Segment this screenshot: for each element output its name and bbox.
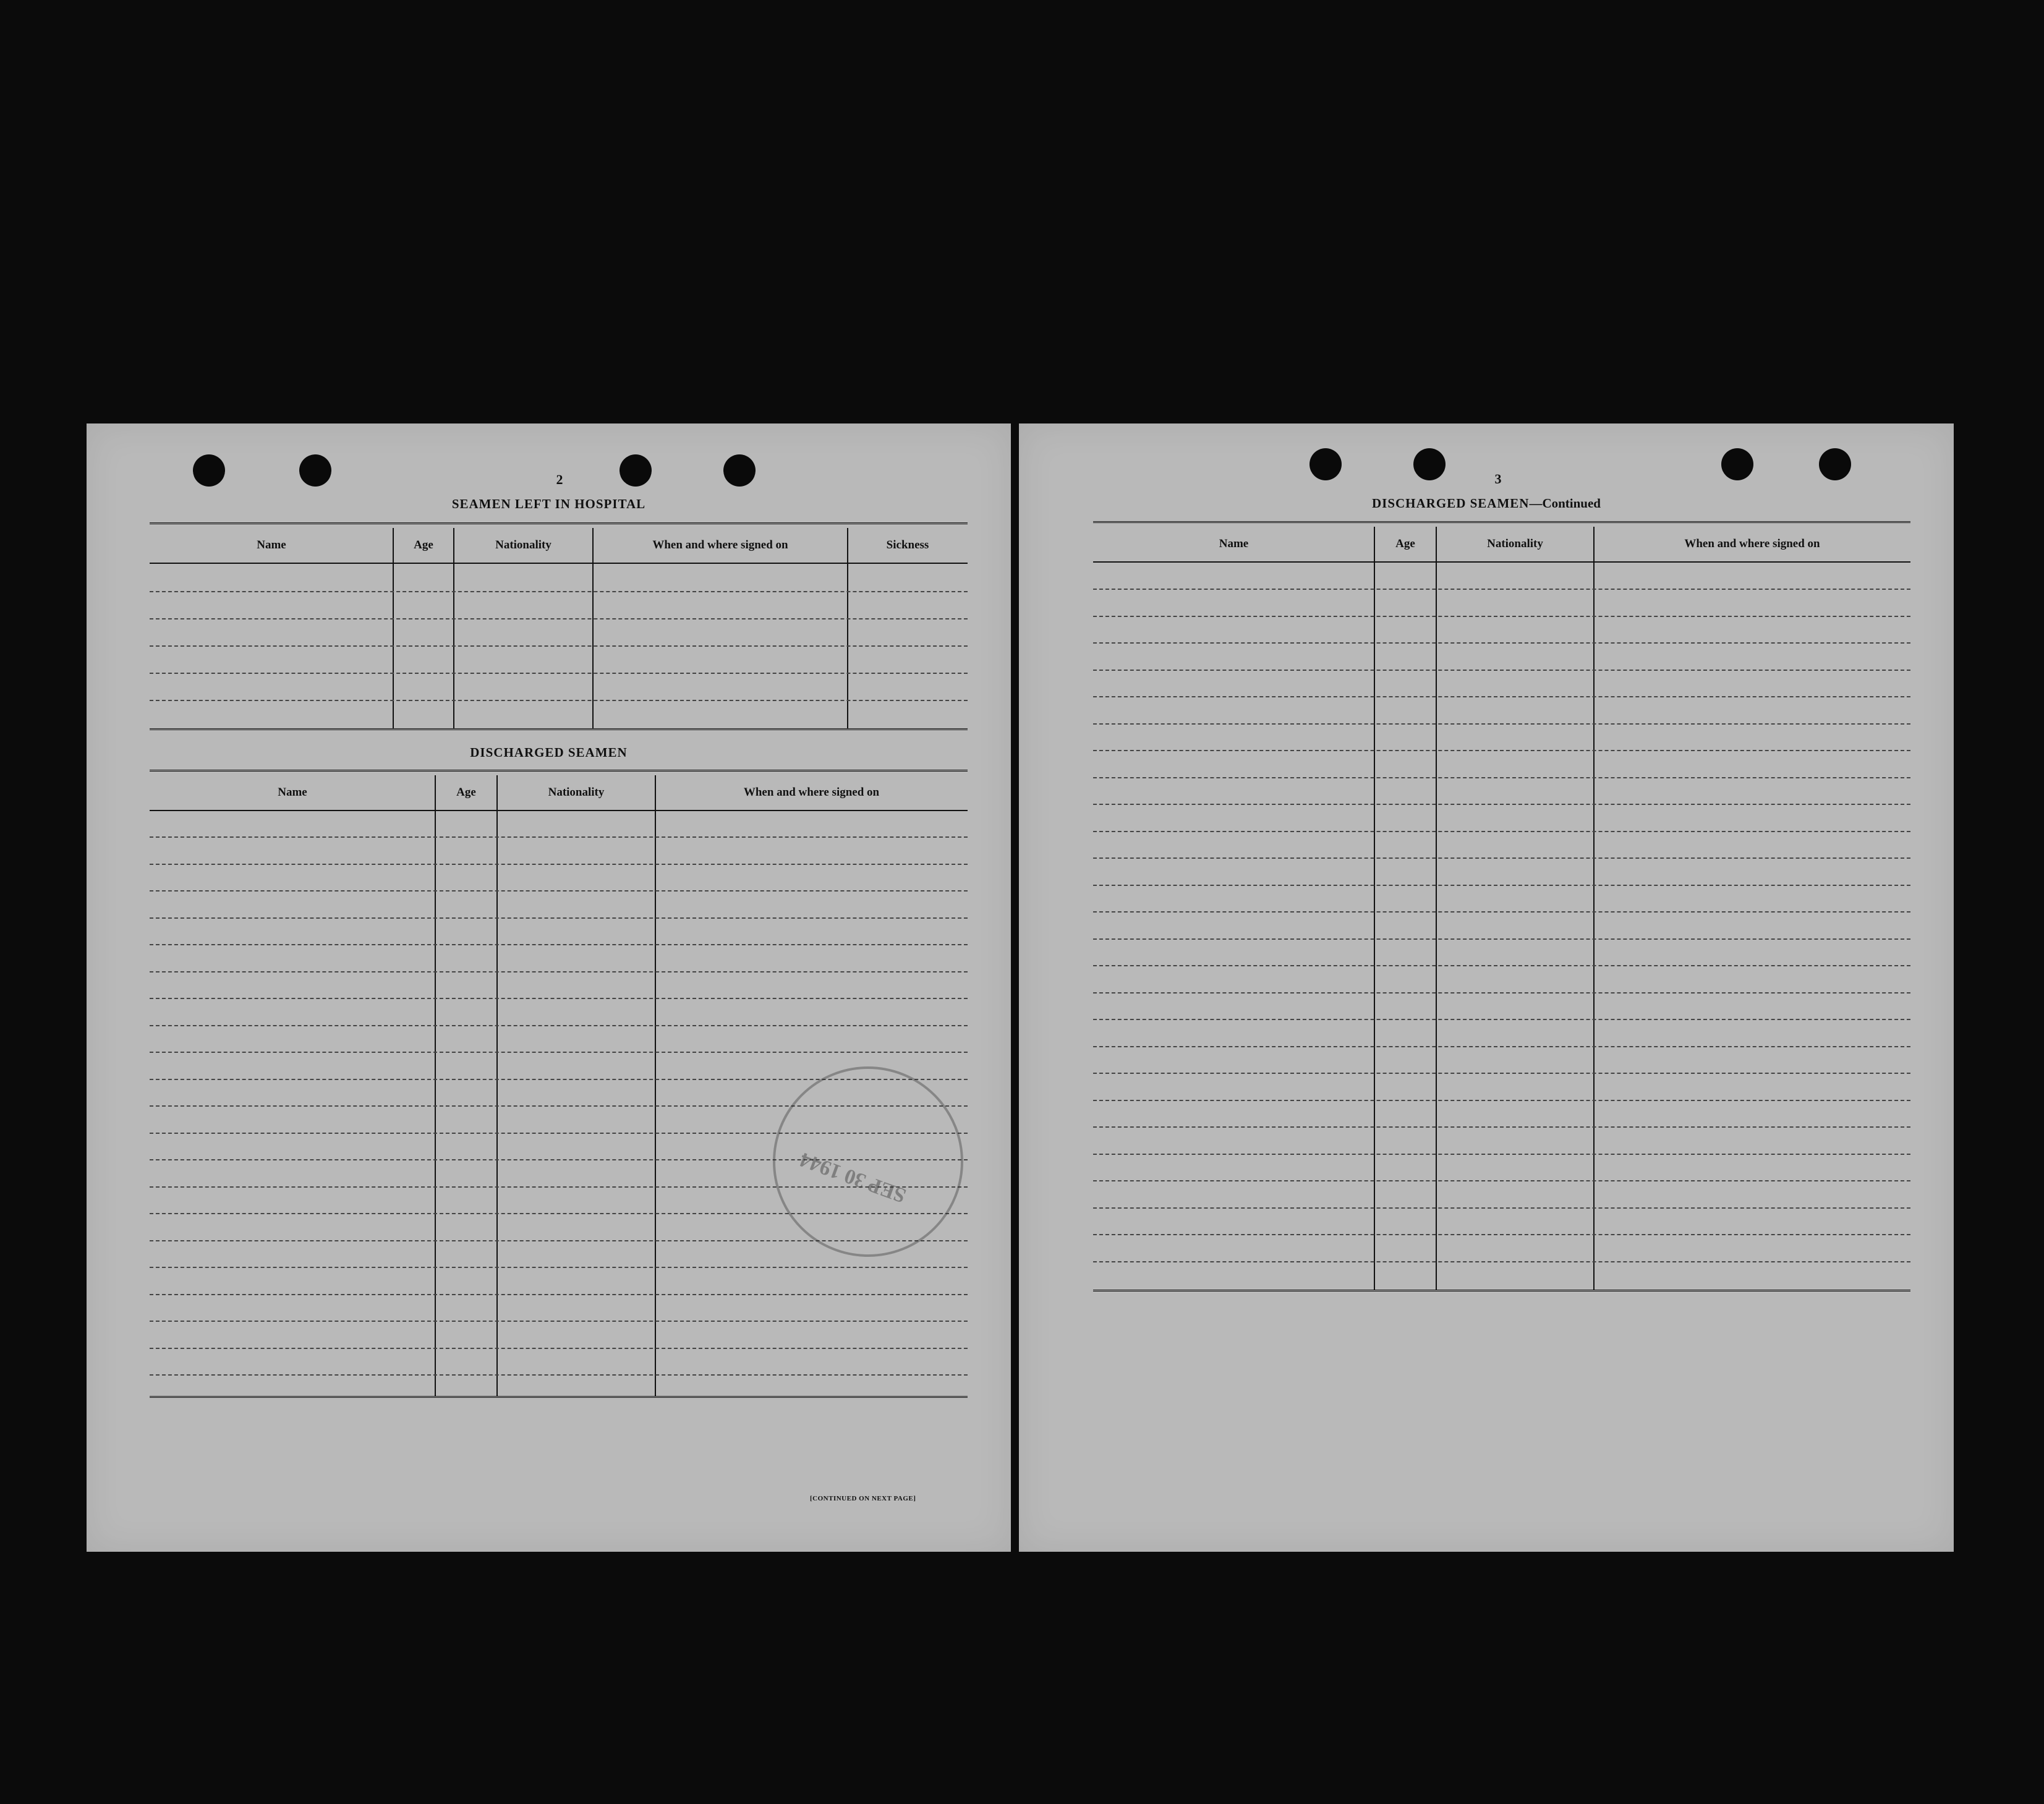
ruled-line bbox=[150, 998, 968, 999]
punch-hole bbox=[1819, 448, 1851, 480]
ruled-line bbox=[1093, 1234, 1910, 1235]
col-signed-on-header: When and where signed on bbox=[652, 538, 788, 551]
column-divider bbox=[592, 528, 594, 728]
column-divider bbox=[1374, 527, 1375, 1290]
ruled-line bbox=[150, 700, 968, 701]
column-divider bbox=[1593, 527, 1595, 1290]
ruled-line bbox=[1093, 1126, 1910, 1128]
ruled-line bbox=[1093, 1100, 1910, 1101]
ruled-line bbox=[150, 645, 968, 647]
col-sickness-header: Sickness bbox=[886, 538, 929, 551]
ruled-line bbox=[150, 1374, 968, 1376]
column-divider bbox=[393, 528, 394, 728]
ruled-line bbox=[1093, 1154, 1910, 1155]
punch-hole bbox=[193, 454, 225, 487]
ruled-line bbox=[150, 944, 968, 945]
ruled-line bbox=[150, 917, 968, 919]
col-nationality-header: Nationality bbox=[1487, 537, 1543, 550]
hospital-section-title: SEAMEN LEFT IN HOSPITAL bbox=[451, 496, 646, 511]
ruled-line bbox=[1093, 589, 1910, 590]
ruled-line bbox=[1093, 723, 1910, 725]
column-divider bbox=[1436, 527, 1437, 1290]
ruled-line bbox=[1093, 885, 1910, 886]
page-number: 3 bbox=[1494, 471, 1502, 487]
col-age-header: Age bbox=[414, 538, 433, 551]
punch-hole bbox=[620, 454, 652, 487]
col-nationality-header: Nationality bbox=[548, 786, 605, 799]
ruled-line bbox=[1093, 1180, 1910, 1181]
col-name-header: Name bbox=[1219, 537, 1249, 550]
col-age-header: Age bbox=[1395, 537, 1415, 550]
ruled-line bbox=[1093, 642, 1910, 644]
punch-hole bbox=[723, 454, 756, 487]
ruled-line bbox=[150, 864, 968, 865]
column-divider bbox=[496, 775, 498, 1396]
ruled-line bbox=[1093, 857, 1910, 859]
discharged-continued-table bbox=[1093, 521, 1910, 1291]
col-nationality-header: Nationality bbox=[495, 538, 551, 551]
ruled-line bbox=[1093, 965, 1910, 966]
column-divider bbox=[847, 528, 848, 728]
ruled-line bbox=[1093, 938, 1910, 940]
ruled-line bbox=[150, 890, 968, 891]
ruled-line bbox=[1093, 696, 1910, 697]
ruled-line bbox=[1093, 670, 1910, 671]
ruled-line bbox=[1093, 831, 1910, 832]
discharged-continued-title bbox=[1019, 496, 1954, 511]
title-suffix: —Continued bbox=[1529, 496, 1601, 511]
punch-hole bbox=[1413, 448, 1446, 480]
ruled-line bbox=[150, 971, 968, 972]
ruled-line bbox=[150, 1052, 968, 1053]
ruled-line bbox=[1093, 804, 1910, 805]
left-page bbox=[87, 423, 1011, 1552]
ruled-line bbox=[1093, 992, 1910, 993]
ruled-line bbox=[150, 1025, 968, 1026]
ruled-line bbox=[150, 1294, 968, 1295]
ruled-line bbox=[1093, 777, 1910, 778]
page-number: 2 bbox=[556, 472, 563, 487]
ruled-line bbox=[150, 1267, 968, 1268]
ruled-line bbox=[150, 1321, 968, 1322]
ruled-line bbox=[1093, 1019, 1910, 1020]
right-page bbox=[1019, 423, 1954, 1552]
hospital-table-header bbox=[150, 528, 968, 564]
ruled-line bbox=[150, 618, 968, 619]
column-divider bbox=[435, 775, 436, 1396]
col-age-header: Age bbox=[456, 786, 476, 799]
punch-hole bbox=[1721, 448, 1753, 480]
discharged-table-header bbox=[150, 775, 968, 811]
ruled-line bbox=[1093, 1046, 1910, 1047]
ruled-line bbox=[150, 836, 968, 838]
continued-note: [CONTINUED ON NEXT PAGE] bbox=[810, 1495, 916, 1502]
column-divider bbox=[453, 528, 454, 728]
punch-hole bbox=[1309, 448, 1342, 480]
discharged-section-title: DISCHARGED SEAMEN bbox=[470, 745, 628, 760]
stamp-date: SEP 30 1944 bbox=[796, 1147, 909, 1207]
punch-hole bbox=[299, 454, 331, 487]
discharged-continued-header bbox=[1093, 527, 1910, 563]
column-divider bbox=[655, 775, 656, 1396]
col-name-header: Name bbox=[278, 786, 307, 799]
title-main: DISCHARGED SEAMEN bbox=[1372, 496, 1530, 511]
col-signed-on-header: When and where signed on bbox=[1684, 537, 1820, 550]
ruled-line bbox=[1093, 1207, 1910, 1209]
ruled-line bbox=[150, 673, 968, 674]
ruled-line bbox=[150, 1348, 968, 1349]
ruled-line bbox=[1093, 1261, 1910, 1262]
ruled-line bbox=[1093, 750, 1910, 751]
ruled-line bbox=[1093, 616, 1910, 617]
ruled-line bbox=[1093, 1073, 1910, 1074]
hospital-table bbox=[150, 522, 968, 730]
ruled-line bbox=[150, 591, 968, 592]
col-name-header: Name bbox=[257, 538, 286, 551]
ruled-line bbox=[1093, 911, 1910, 913]
col-signed-on-header: When and where signed on bbox=[743, 786, 880, 799]
